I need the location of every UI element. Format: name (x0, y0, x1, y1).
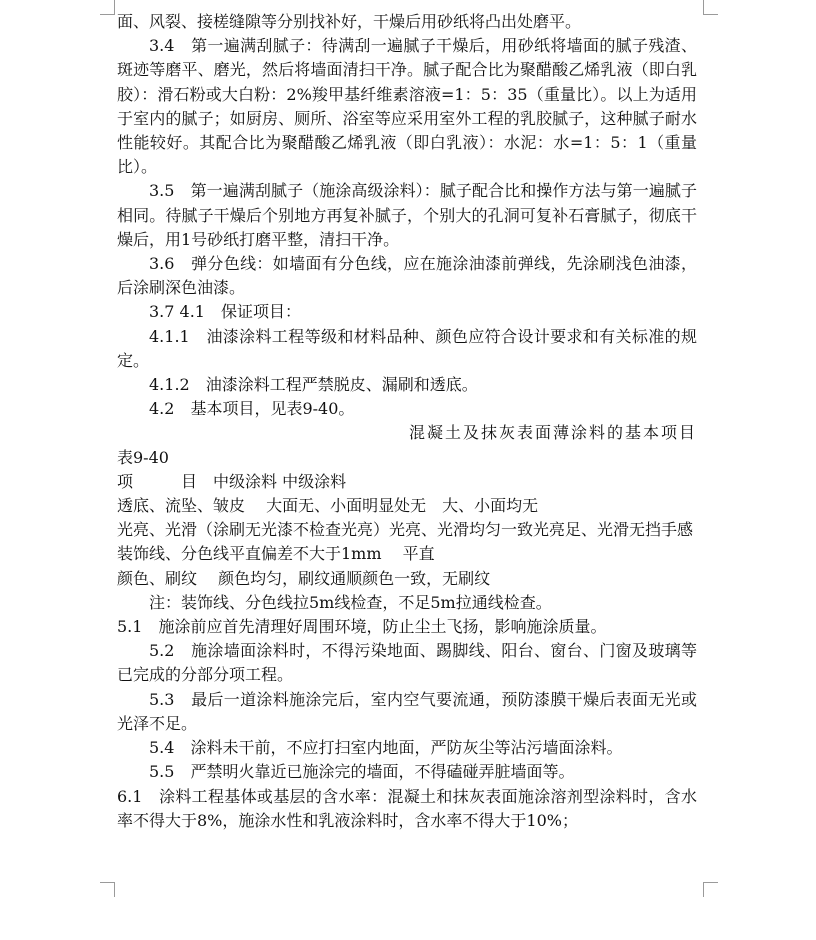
document-body (117, 10, 697, 833)
crop-mark-top-right (703, 0, 718, 15)
paragraph-4-1-2: 4.1.2 油漆涂料工程严禁脱皮、漏刷和透底。 (149, 375, 478, 395)
crop-mark-bottom-right (703, 882, 718, 897)
table-row: 装饰线、分色线平直偏差不大于1mm 平直 (117, 544, 435, 564)
paragraph-5-2: 5.2 施涂墙面涂料时，不得污染地面、踢脚线、阳台、窗台、门窗及玻璃等已完成的分部分项工程。 (117, 641, 697, 685)
paragraph-3-6: 3.6 弹分色线：如墙面有分色线，应在施涂油漆前弹线，先涂刷浅色油漆，后涂刷深色油漆。 (117, 254, 697, 298)
paragraph-3-5: 3.5 第一遍满刮腻子（施涂高级涂料）：腻子配合比和操作方法与第一遍腻子相同。待腻子干燥后个别地方再复补腻子，个别大的孔洞可复补石膏腻子，彻底干燥后，用1号砂纸打磨平整，清扫干净。 (117, 181, 697, 249)
paragraph: 面、风裂、接槎缝隙等分别找补好，干燥后用砂纸将凸出处磨平。 (117, 12, 582, 31)
paragraph-5-3: 5.3 最后一道涂料施涂完后，室内空气要流通，预防漆膜干燥后表面无光或光泽不足。 (117, 689, 697, 733)
table-row: 光亮、光滑（涂刷无光漆不检查光亮）光亮、光滑均匀一致光亮足、光滑无挡手感 (117, 520, 694, 540)
table-number: 表9-40 (117, 447, 169, 467)
paragraph-5-5: 5.5 严禁明火靠近已施涂完的墙面，不得磕碰弄脏墙面等。 (149, 762, 575, 782)
table-row: 颜色、刷纹 颜色均匀，刷纹通顺颜色一致，无刷纹 (117, 568, 491, 588)
table-row: 透底、流坠、皱皮 大面无、小面明显处无 大、小面均无 (117, 496, 539, 516)
table-caption: 混凝土及抹灰表面薄涂料的基本项目 (408, 423, 697, 443)
paragraph-6-1: 6.1 涂料工程基体或基层的含水率：混凝土和抹灰表面施涂溶剂型涂料时，含水率不得大于8%，施涂水性和乳液涂料时，含水率不得大于10%； (117, 786, 697, 830)
paragraph-3-4: 3.4 第一遍满刮腻子：待满刮一遍腻子干燥后，用砂纸将墙面的腻子残渣、斑迹等磨平、磨光，然后将墙面清扫干净。腻子配合比为聚醋酸乙烯乳液（即白乳胶）：滑石粉或大白粉：2%羧甲基纤维素溶液=1：5：35（重量比）。以上为适用于室内的腻子；如厨房、厕所、浴室等应采用室外工程的乳胶腻子，这种腻子耐水性能较好。其配合比为聚醋酸乙烯乳液（即白乳液）：水泥：水=1：5：1（重量比）。 (117, 36, 697, 177)
paragraph-3-7: 3.7 4.1 保证项目： (149, 302, 301, 322)
paragraph-5-1: 5.1 施涂前应首先清理好周围环境，防止尘土飞扬，影响施涂质量。 (117, 617, 607, 637)
paragraph-5-4: 5.4 涂料未干前，不应打扫室内地面，严防灰尘等沾污墙面涂料。 (149, 738, 623, 758)
table-note: 注：装饰线、分色线拉5m线检查，不足5m拉通线检查。 (149, 592, 552, 612)
crop-mark-top-left (100, 0, 115, 15)
paragraph-4-1-1: 4.1.1 油漆涂料工程等级和材料品种、颜色应符合设计要求和有关标准的规定。 (117, 326, 697, 370)
table-header-row: 项 目 中级涂料 中级涂料 (117, 471, 347, 491)
paragraph-4-2: 4.2 基本项目，见表9-40。 (149, 399, 355, 419)
crop-mark-bottom-left (100, 882, 115, 897)
